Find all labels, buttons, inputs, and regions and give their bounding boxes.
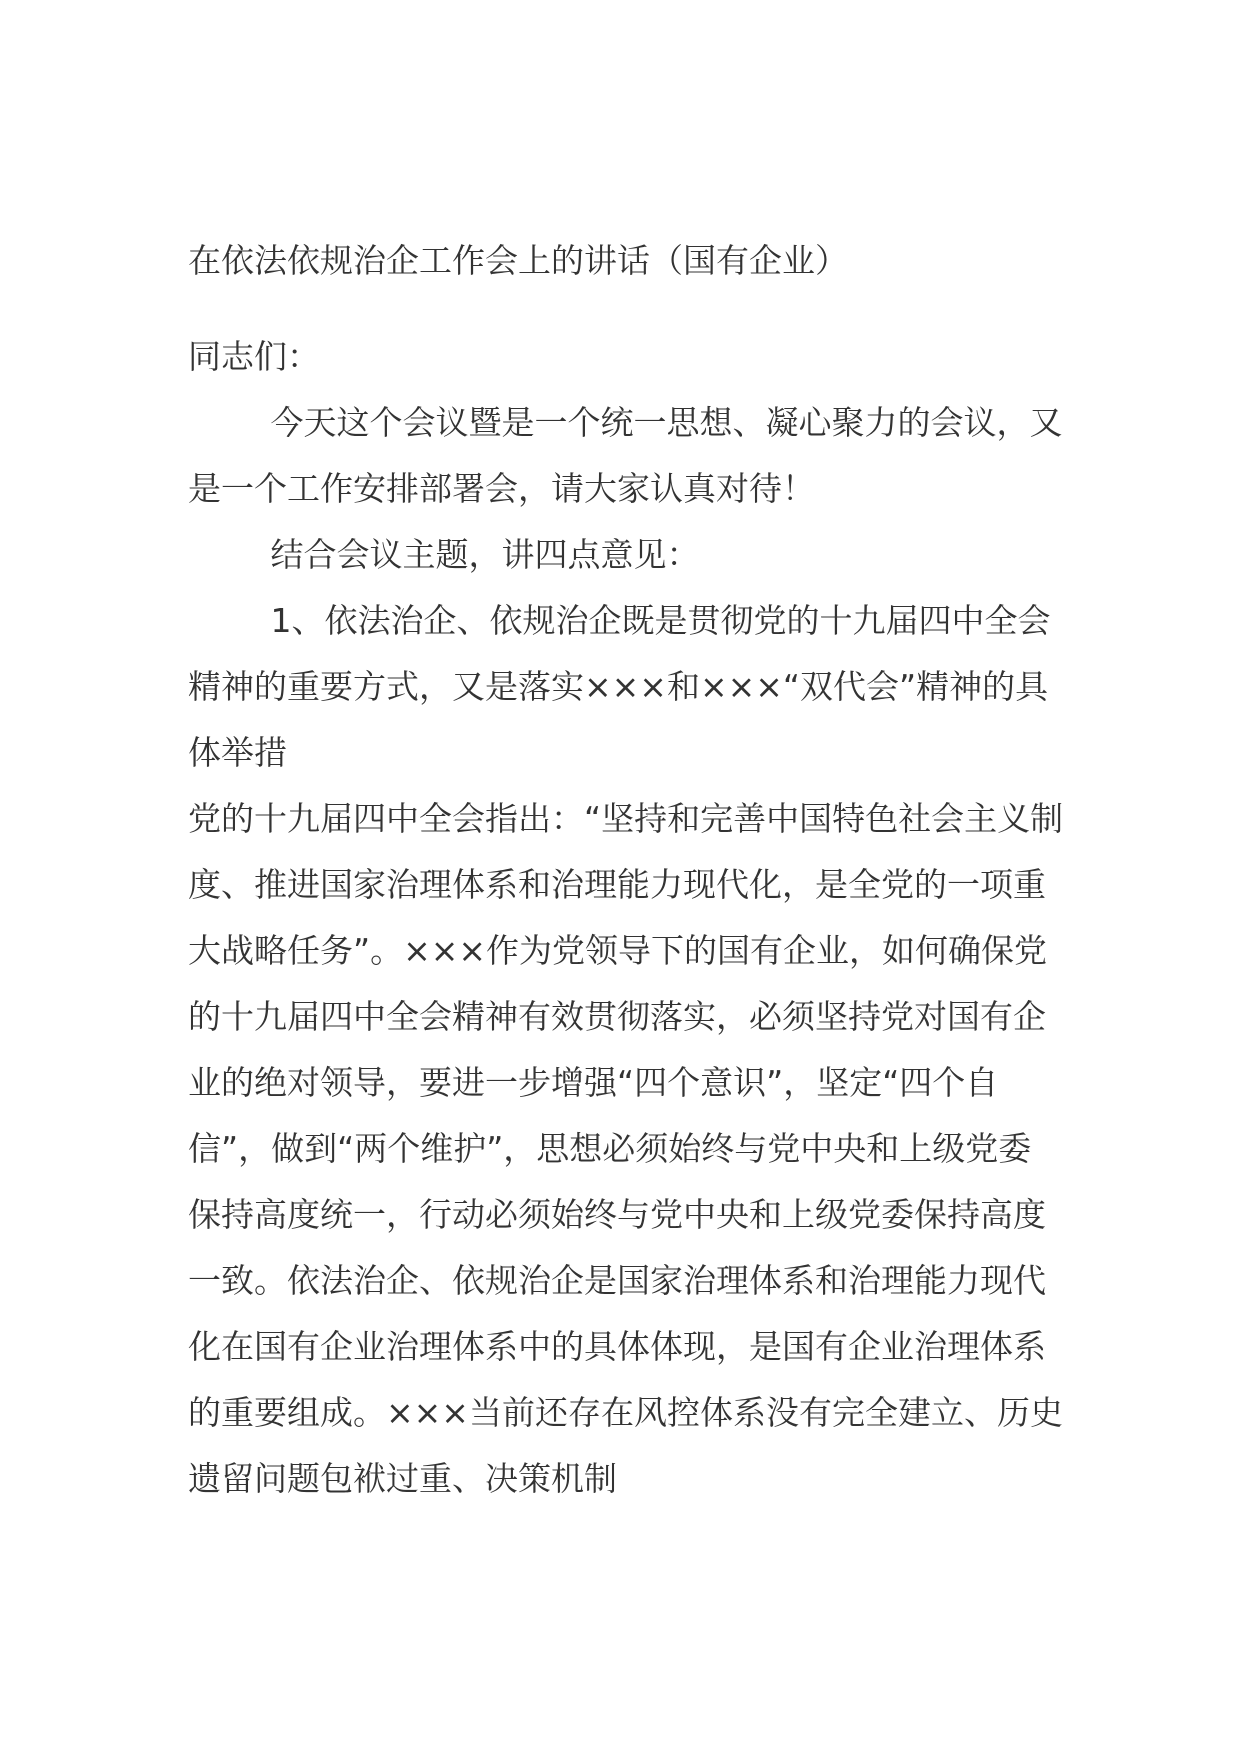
salutation: 同志们： <box>188 337 320 376</box>
paragraph-intro: 结合会议主题，讲四点意见： <box>270 535 700 574</box>
section-heading-1: 1、依法治企、依规治企既是贯彻党的十九届四中全会精神的重要方式，又是落实×××和×××“双代会”精神的具体举措 <box>188 601 1051 772</box>
document-body <box>188 228 1064 1512</box>
paragraph-body: 党的十九届四中全会指出：“坚持和完善中国特色社会主义制度、推进国家治理体系和治理能力现代化，是全党的一项重大战略任务”。×××作为党领导下的国有企业，如何确保党的十九届四中全会精神有效贯彻落实，必须坚持党对国有企业的绝对领导，要进一步增强“四个意识”，坚定“四个自信”，做到“两个维护”，思想必须始终与党中央和上级党委保持高度统一，行动必须始终与党中央和上级党委保持高度一致。依法治企、依规治企是国家治理体系和治理能力现代化在国有企业治理体系中的具体体现，是国有企业治理体系的重要组成。×××当前还存在风控体系没有完全建立、历史遗留问题包袱过重、决策机制 <box>188 799 1064 1498</box>
paragraph-opening: 今天这个会议暨是一个统一思想、凝心聚力的会议，又是一个工作安排部署会，请大家认真对待！ <box>188 403 1063 508</box>
document-title: 在依法依规治企工作会上的讲话（国有企业） <box>188 241 848 280</box>
